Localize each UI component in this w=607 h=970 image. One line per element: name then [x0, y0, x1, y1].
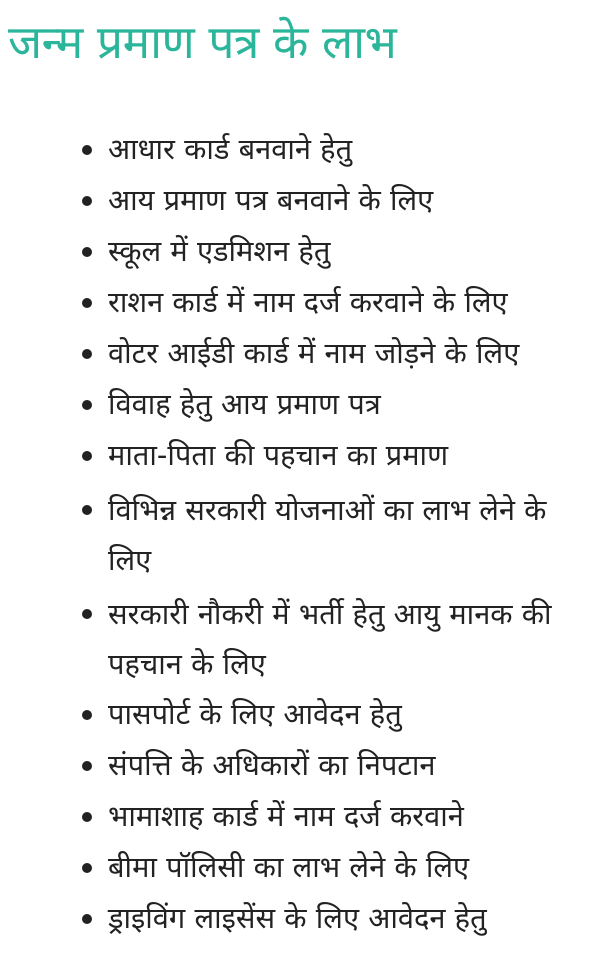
list-item-text: बीमा पॉलिसी का लाभ लेने के लिए	[108, 850, 470, 884]
bullet-icon	[82, 451, 92, 461]
list-item-text: आय प्रमाण पत्र बनवाने के लिए	[108, 183, 434, 217]
bullet-icon	[82, 145, 92, 155]
bullet-icon	[82, 349, 92, 359]
list-item	[0, 332, 607, 375]
list-item-text: माता-पिता की पहचान का प्रमाण	[108, 438, 449, 472]
list-item-text: विवाह हेतु आय प्रमाण पत्र	[108, 387, 381, 421]
benefits-list	[0, 128, 607, 948]
list-item	[0, 795, 607, 838]
list-item-text: भामाशाह कार्ड में नाम दर्ज करवाने	[108, 799, 464, 833]
bullet-icon	[82, 298, 92, 308]
list-item	[0, 693, 607, 736]
list-item-text: संपत्ति के अधिकारों का निपटान	[108, 748, 436, 782]
list-item-text: राशन कार्ड में नाम दर्ज करवाने के लिए	[108, 285, 508, 319]
list-item	[0, 589, 607, 689]
bullet-icon	[82, 863, 92, 873]
list-item	[0, 128, 607, 171]
list-item	[0, 485, 607, 585]
bullet-icon	[82, 505, 92, 515]
list-item	[0, 744, 607, 787]
list-item	[0, 230, 607, 273]
list-item-text: सरकारी नौकरी में भर्ती हेतु आयु मानक की पहचान के लिए	[108, 597, 552, 681]
bullet-icon	[82, 914, 92, 924]
bullet-icon	[82, 196, 92, 206]
list-item	[0, 846, 607, 889]
list-item	[0, 179, 607, 222]
bullet-icon	[82, 609, 92, 619]
page-title: जन्म प्रमाण पत्र के लाभ	[8, 15, 397, 69]
list-item-text: विभिन्न सरकारी योजनाओं का लाभ लेने के लिए	[108, 493, 547, 577]
list-item	[0, 897, 607, 940]
bullet-icon	[82, 247, 92, 257]
list-item-text: स्कूल में एडमिशन हेतु	[108, 234, 331, 268]
list-item	[0, 434, 607, 477]
bullet-icon	[82, 710, 92, 720]
list-item-text: वोटर आईडी कार्ड में नाम जोड़ने के लिए	[108, 336, 520, 370]
list-item	[0, 383, 607, 426]
bullet-icon	[82, 812, 92, 822]
list-item-text: ड्राइविंग लाइसेंस के लिए आवेदन हेतु	[108, 901, 487, 935]
list-item-text: आधार कार्ड बनवाने हेतु	[108, 132, 353, 166]
bullet-icon	[82, 761, 92, 771]
list-item-text: पासपोर्ट के लिए आवेदन हेतु	[108, 697, 402, 731]
list-item	[0, 281, 607, 324]
bullet-icon	[82, 400, 92, 410]
